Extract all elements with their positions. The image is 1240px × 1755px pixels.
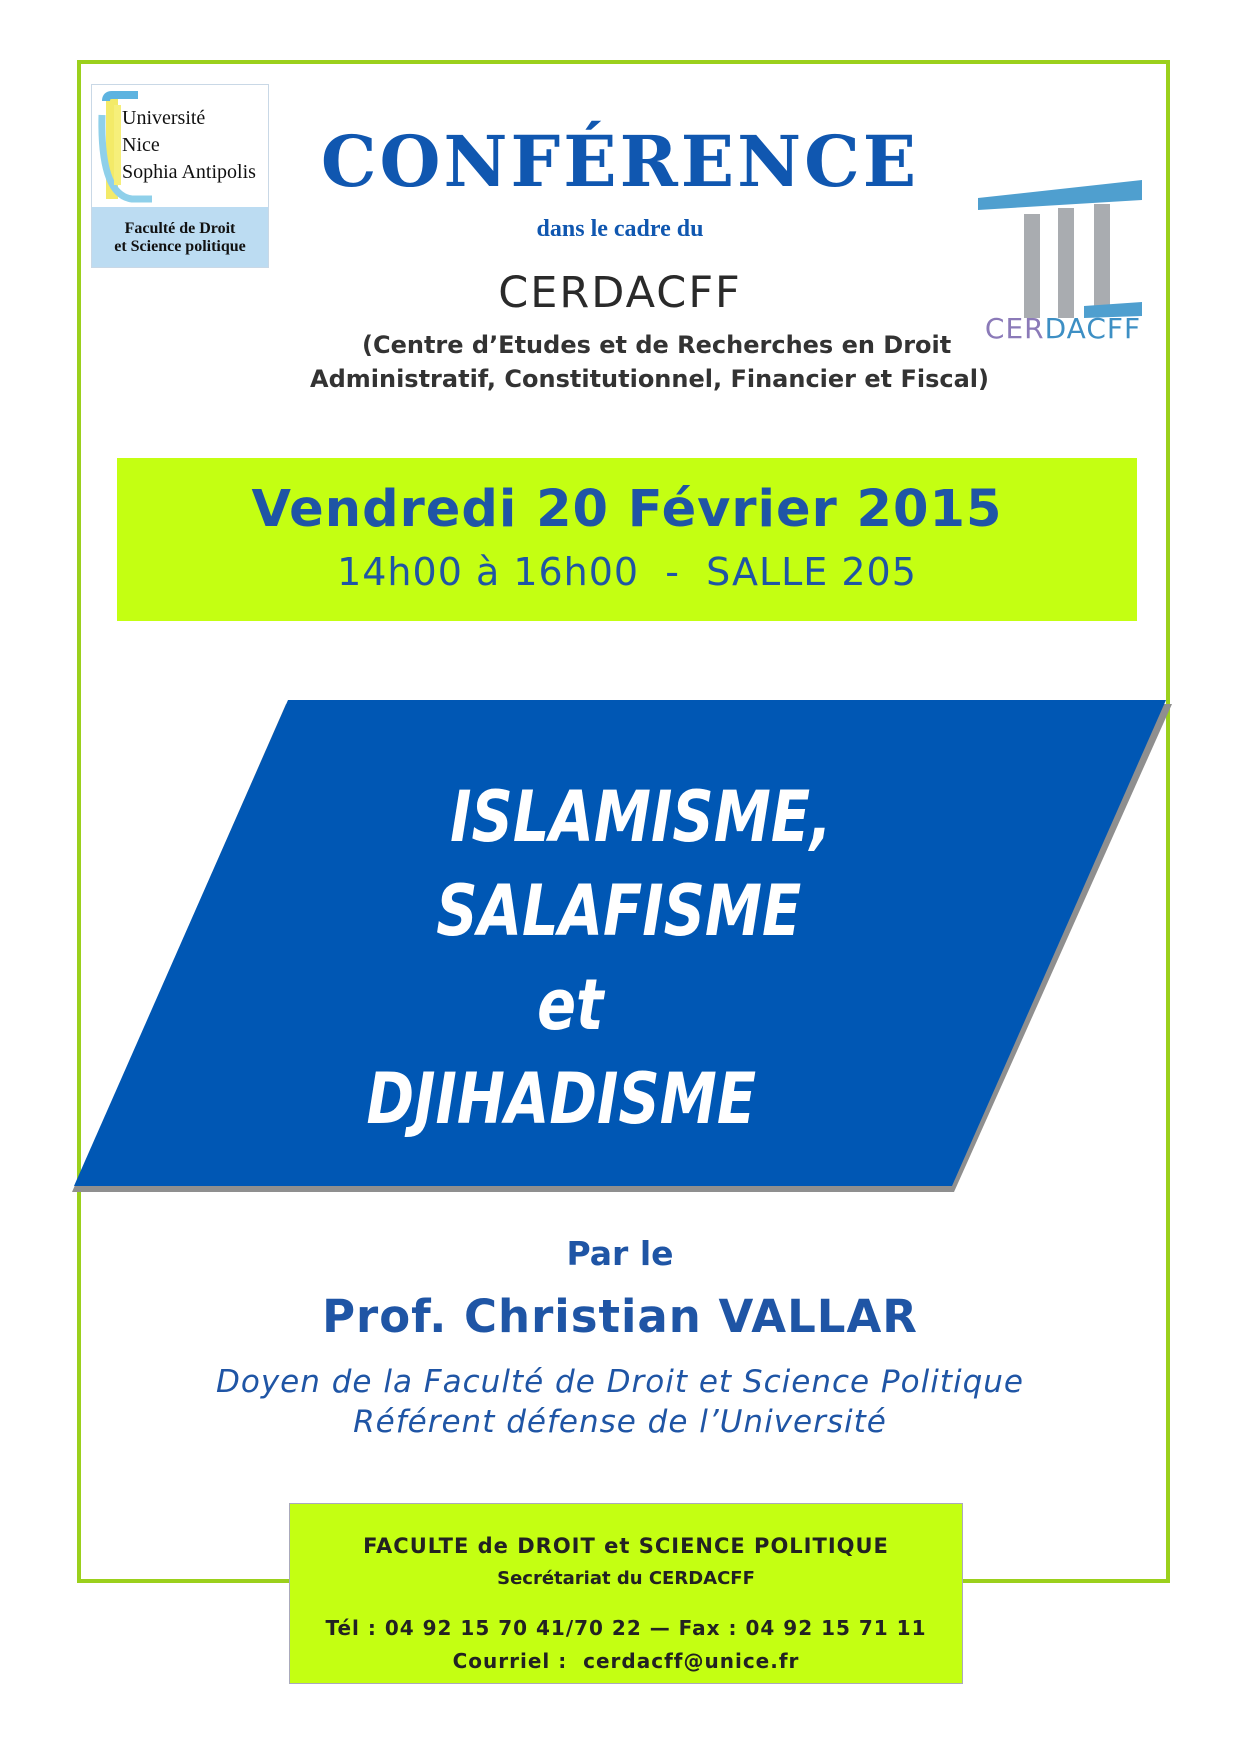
speaker-role [0, 1362, 1240, 1442]
contact-phone-fax: Tél : 04 92 15 70 41/70 22 — Fax : 04 92 15 71 11 [325, 1616, 927, 1640]
speaker-intro: Par le [566, 1234, 674, 1273]
cerdacff-logo-text-part1: CER [984, 312, 1045, 345]
org-acronym: CERDACFF [498, 268, 742, 318]
speaker-name: Prof. Christian VALLAR [322, 1290, 918, 1343]
topic-line1: ISLAMISME, [450, 776, 832, 858]
org-full-name-line2: Administratif, Constitutionnel, Financier et Fiscal) [310, 365, 989, 393]
topic-line2: SALAFISME [436, 870, 802, 952]
university-name [122, 105, 256, 186]
faculty-caption [92, 207, 268, 268]
contact-email: Courriel : cerdacff@unice.fr [452, 1649, 800, 1673]
university-logo [91, 84, 269, 268]
org-full-name-line1: (Centre d’Etudes et de Recherches en Droit [362, 331, 952, 359]
org-full-name [310, 328, 1010, 396]
university-name-line2: Nice [122, 134, 160, 156]
event-date: Vendredi 20 Février 2015 [251, 480, 1003, 539]
page-title: CONFÉRENCE [320, 120, 920, 203]
contact-box [289, 1503, 963, 1684]
cerdacff-logo-text-part2: DACFF [1044, 312, 1142, 345]
topic-line4: DJIHADISME [366, 1058, 757, 1140]
speaker-role-line2: Référent défense de l’Université [353, 1404, 887, 1440]
subtitle: dans le cadre du [536, 216, 704, 242]
contact-faculty: FACULTE de DROIT et SCIENCE POLITIQUE [363, 1534, 889, 1558]
university-name-line1: Université [122, 107, 206, 129]
faculty-caption-line1: Faculté de Droit [124, 220, 236, 237]
speaker-role-line1: Doyen de la Faculté de Droit et Science Politique [215, 1364, 1024, 1400]
topic-line3: et [537, 964, 604, 1046]
date-box [117, 458, 1137, 621]
university-name-line3: Sophia Antipolis [122, 161, 256, 183]
contact-secretariat: Secrétariat du CERDACFF [497, 1568, 755, 1589]
faculty-caption-line2: et Science politique [114, 238, 246, 255]
university-logo-mark [92, 85, 268, 207]
event-time-room: 14h00 à 16h00 - SALLE 205 [337, 550, 917, 594]
